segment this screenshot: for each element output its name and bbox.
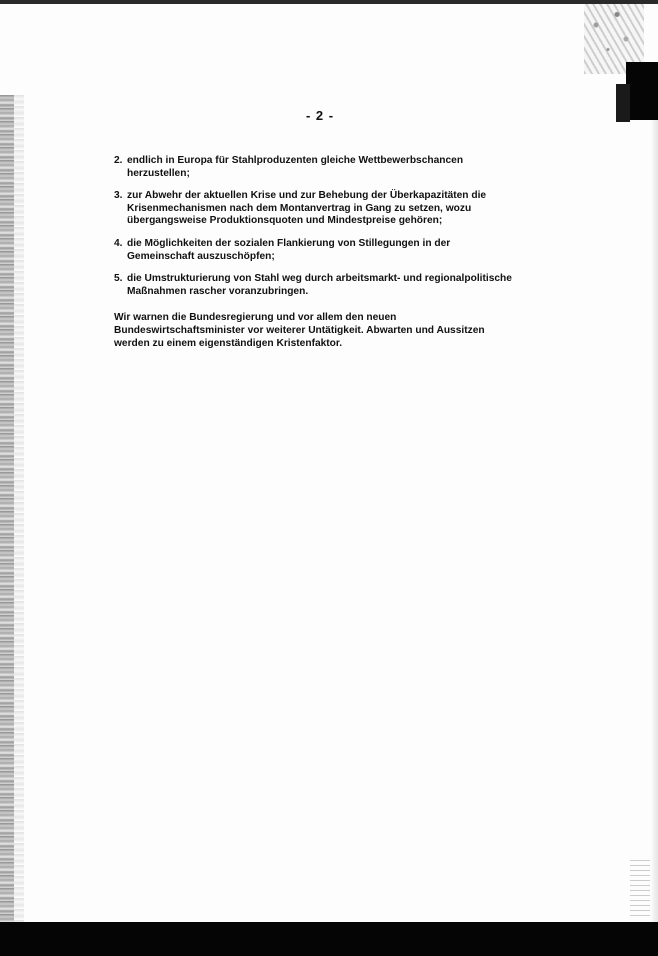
document-body — [114, 155, 514, 350]
list-item-text: zur Abwehr der aktuellen Krise und zur Behebung der Überkapazitäten die Krisenmechanismen nach dem Montanvertrag in Gang zu setzen, wozu übergangsweise Produktionsquoten und Mindestpreise gehören; — [127, 190, 487, 227]
list-item — [114, 190, 514, 228]
scan-noise-bottom-right — [630, 860, 650, 920]
scan-black-corner — [626, 62, 658, 120]
list-item — [114, 238, 514, 263]
closing-paragraph: Wir warnen die Bundesregierung und vor allem den neuen Bundeswirtschaftsminister vor weiterer Untätigkeit. Abwarten und Aussitzen werden zu einem eigenständigen Kristenfaktor. — [114, 312, 485, 349]
scan-left-edge-shadow — [0, 95, 14, 925]
scan-right-edge — [650, 120, 658, 925]
list-item-number: 2. — [114, 155, 123, 166]
list-item-text: die Umstrukturierung von Stahl weg durch arbeitsmarkt- und regionalpolitische Maßnahmen rascher voranzubringen. — [127, 273, 512, 297]
scan-left-edge-fade — [14, 95, 24, 925]
page-number: - 2 - — [305, 108, 335, 123]
list-item-text: endlich in Europa für Stahlproduzenten gleiche Wettbewerbschancen herzustellen; — [127, 155, 464, 179]
list-item-number: 3. — [114, 190, 123, 202]
scan-black-corner-tail — [616, 84, 630, 122]
scan-bottom-shadow — [0, 922, 658, 956]
list-item-text: die Möglichkeiten der sozialen Flankierung von Stillegungen in der Gemeinschaft auszuschöpfen; — [127, 237, 451, 262]
list-item-number: 4. — [114, 237, 123, 249]
list-item — [114, 273, 514, 298]
list-item — [114, 155, 514, 180]
scan-top-shadow — [0, 0, 658, 4]
list-item-number: 5. — [114, 273, 123, 285]
